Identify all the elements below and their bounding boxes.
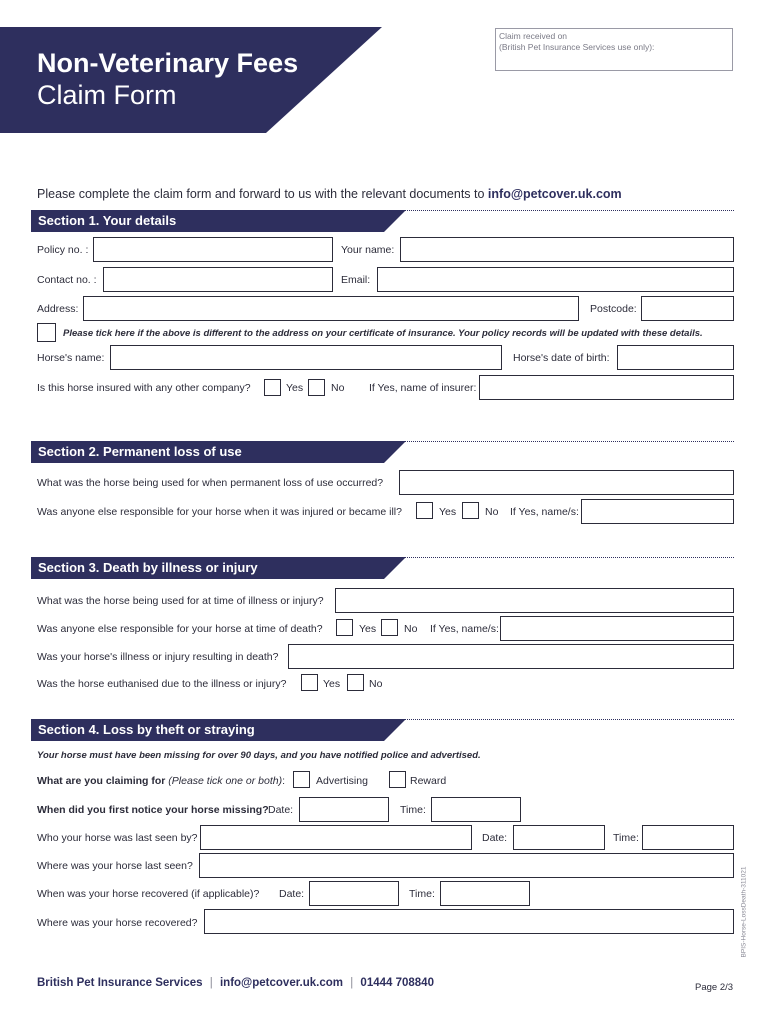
s3-resulting-label: Was your horse's illness or injury resulting in death? [37,651,279,663]
s4-first-notice-date-field[interactable] [299,797,389,822]
horse-name-label: Horse's name: [37,352,105,364]
footer-separator: | [209,977,213,989]
address-change-checkbox[interactable] [37,323,56,342]
section1-title: Section 1. Your details [38,213,177,228]
section2-header [31,441,406,463]
claim-received-label: Claim received on [499,31,568,41]
s4-claiming-label: What are you claiming for [37,775,166,787]
s3-if-yes-name-label: If Yes, name/s: [430,623,499,635]
address-field[interactable] [83,296,579,321]
contact-no-label: Contact no. : [37,274,97,286]
claim-received-box [495,28,733,71]
policy-no-label: Policy no. : [37,244,89,256]
horse-name-field[interactable] [110,345,502,370]
insurer-name-field[interactable] [479,375,734,400]
section1-header [31,210,406,232]
email-field[interactable] [377,267,734,292]
your-name-field[interactable] [400,237,734,262]
s4-time-label: Time: [400,804,426,816]
s4-last-seen-where-field[interactable] [199,853,734,878]
s4-recovered-date-label: Date: [279,888,305,900]
s4-last-seen-where-label: Where was your horse last seen? [37,860,193,872]
s3-responsible-yes-label: Yes [359,623,377,635]
s4-last-seen-by-label: Who your horse was last seen by? [37,832,198,844]
s2-used-for-field[interactable] [399,470,734,495]
page-number: Page 2/3 [695,982,734,993]
s4-last-seen-date-field[interactable] [513,825,605,850]
insured-other-yes-checkbox[interactable] [264,379,281,396]
s4-last-seen-time-field[interactable] [642,825,734,850]
address-label: Address: [37,303,79,315]
claim-received-sublabel: (British Pet Insurance Services use only): [499,42,655,52]
s4-first-notice-time-field[interactable] [431,797,521,822]
s4-recovered-where-field[interactable] [204,909,734,934]
footer-contact [37,977,434,989]
s2-responsible-yes-label: Yes [439,506,457,518]
contact-no-field[interactable] [103,267,333,292]
s4-advertising-label: Advertising [316,775,368,787]
policy-no-field[interactable] [93,237,333,262]
section4-header [31,719,406,741]
s3-euthanised-no-checkbox[interactable] [347,674,364,691]
s3-responsible-yes-checkbox[interactable] [336,619,353,636]
s4-recovered-when-label: When was your horse recovered (if applicable)? [37,888,260,900]
s2-responsible-no-label: No [485,506,499,518]
postcode-field[interactable] [641,296,734,321]
address-change-note: Please tick here if the above is different to the address on your certificate of insurance. Your policy records will be updated with these details. [63,328,703,339]
section3-header [31,557,406,579]
s4-reward-checkbox[interactable] [389,771,406,788]
s4-first-notice-label: When did you first notice your horse missing? [37,804,269,816]
form-title-line1: Non-Veterinary Fees [37,48,299,78]
s3-responsible-no-label: No [404,623,418,635]
s4-note: Your horse must have been missing for over 90 days, and you have notified police and advertised. [37,750,481,761]
side-form-code: BPIS-Horse-LossDeath-311021 [740,866,748,958]
intro-instruction: Please complete the claim form and forward to us with the relevant documents to [37,187,488,201]
insured-other-label: Is this horse insured with any other company? [37,382,251,394]
s4-date-label: Date: [268,804,294,816]
s4-reward-label: Reward [410,775,447,787]
s4-last-seen-by-field[interactable] [200,825,472,850]
s4-claiming-colon: : [282,775,286,787]
intro-text [37,187,622,201]
s2-responsible-label: Was anyone else responsible for your horse when it was injured or became ill? [37,506,402,518]
s3-responsible-label: Was anyone else responsible for your horse at time of death? [37,623,323,635]
insurer-name-label: If Yes, name of insurer: [369,382,477,394]
footer-company: British Pet Insurance Services [37,977,203,989]
s4-last-seen-date-label: Date: [482,832,508,844]
form-title-line2: Claim Form [37,80,177,110]
s3-responsible-no-checkbox[interactable] [381,619,398,636]
s2-responsible-no-checkbox[interactable] [462,502,479,519]
horse-dob-label: Horse's date of birth: [513,352,610,364]
email-label: Email: [341,274,371,286]
s3-used-for-field[interactable] [335,588,734,613]
s3-if-yes-name-field[interactable] [500,616,734,641]
section2-title: Section 2. Permanent loss of use [38,444,242,459]
s3-euthanised-yes-checkbox[interactable] [301,674,318,691]
s4-recovered-time-label: Time: [409,888,435,900]
horse-dob-field[interactable] [617,345,734,370]
your-name-label: Your name: [341,244,395,256]
s3-euthanised-yes-label: Yes [323,678,341,690]
s4-recovered-date-field[interactable] [309,881,399,906]
s4-claiming-for [37,775,285,787]
s4-recovered-where-label: Where was your horse recovered? [37,917,198,929]
s3-euthanised-label: Was the horse euthanised due to the illness or injury? [37,678,287,690]
s3-euthanised-no-label: No [369,678,383,690]
s4-recovered-time-field[interactable] [440,881,530,906]
footer-phone: 01444 708840 [360,977,434,989]
s4-claiming-hint: (Please tick one or both) [168,775,283,787]
s2-if-yes-name-label: If Yes, name/s: [510,506,579,518]
footer-email[interactable]: info@petcover.uk.com [219,977,344,989]
section3-title: Section 3. Death by illness or injury [38,560,258,575]
s4-last-seen-time-label: Time: [613,832,639,844]
insured-other-no-label: No [331,382,345,394]
s2-if-yes-name-field[interactable] [581,499,734,524]
insured-other-no-checkbox[interactable] [308,379,325,396]
section4-title: Section 4. Loss by theft or straying [38,722,255,737]
footer-separator: | [350,977,354,989]
s2-used-for-label: What was the horse being used for when permanent loss of use occurred? [37,477,384,489]
form-title [37,47,298,111]
postcode-label: Postcode: [590,303,637,315]
s2-responsible-yes-checkbox[interactable] [416,502,433,519]
s4-advertising-checkbox[interactable] [293,771,310,788]
s3-used-for-label: What was the horse being used for at time of illness or injury? [37,595,324,607]
intro-email[interactable]: info@petcover.uk.com [487,187,622,201]
insured-other-yes-label: Yes [286,382,304,394]
s3-resulting-field[interactable] [288,644,734,669]
